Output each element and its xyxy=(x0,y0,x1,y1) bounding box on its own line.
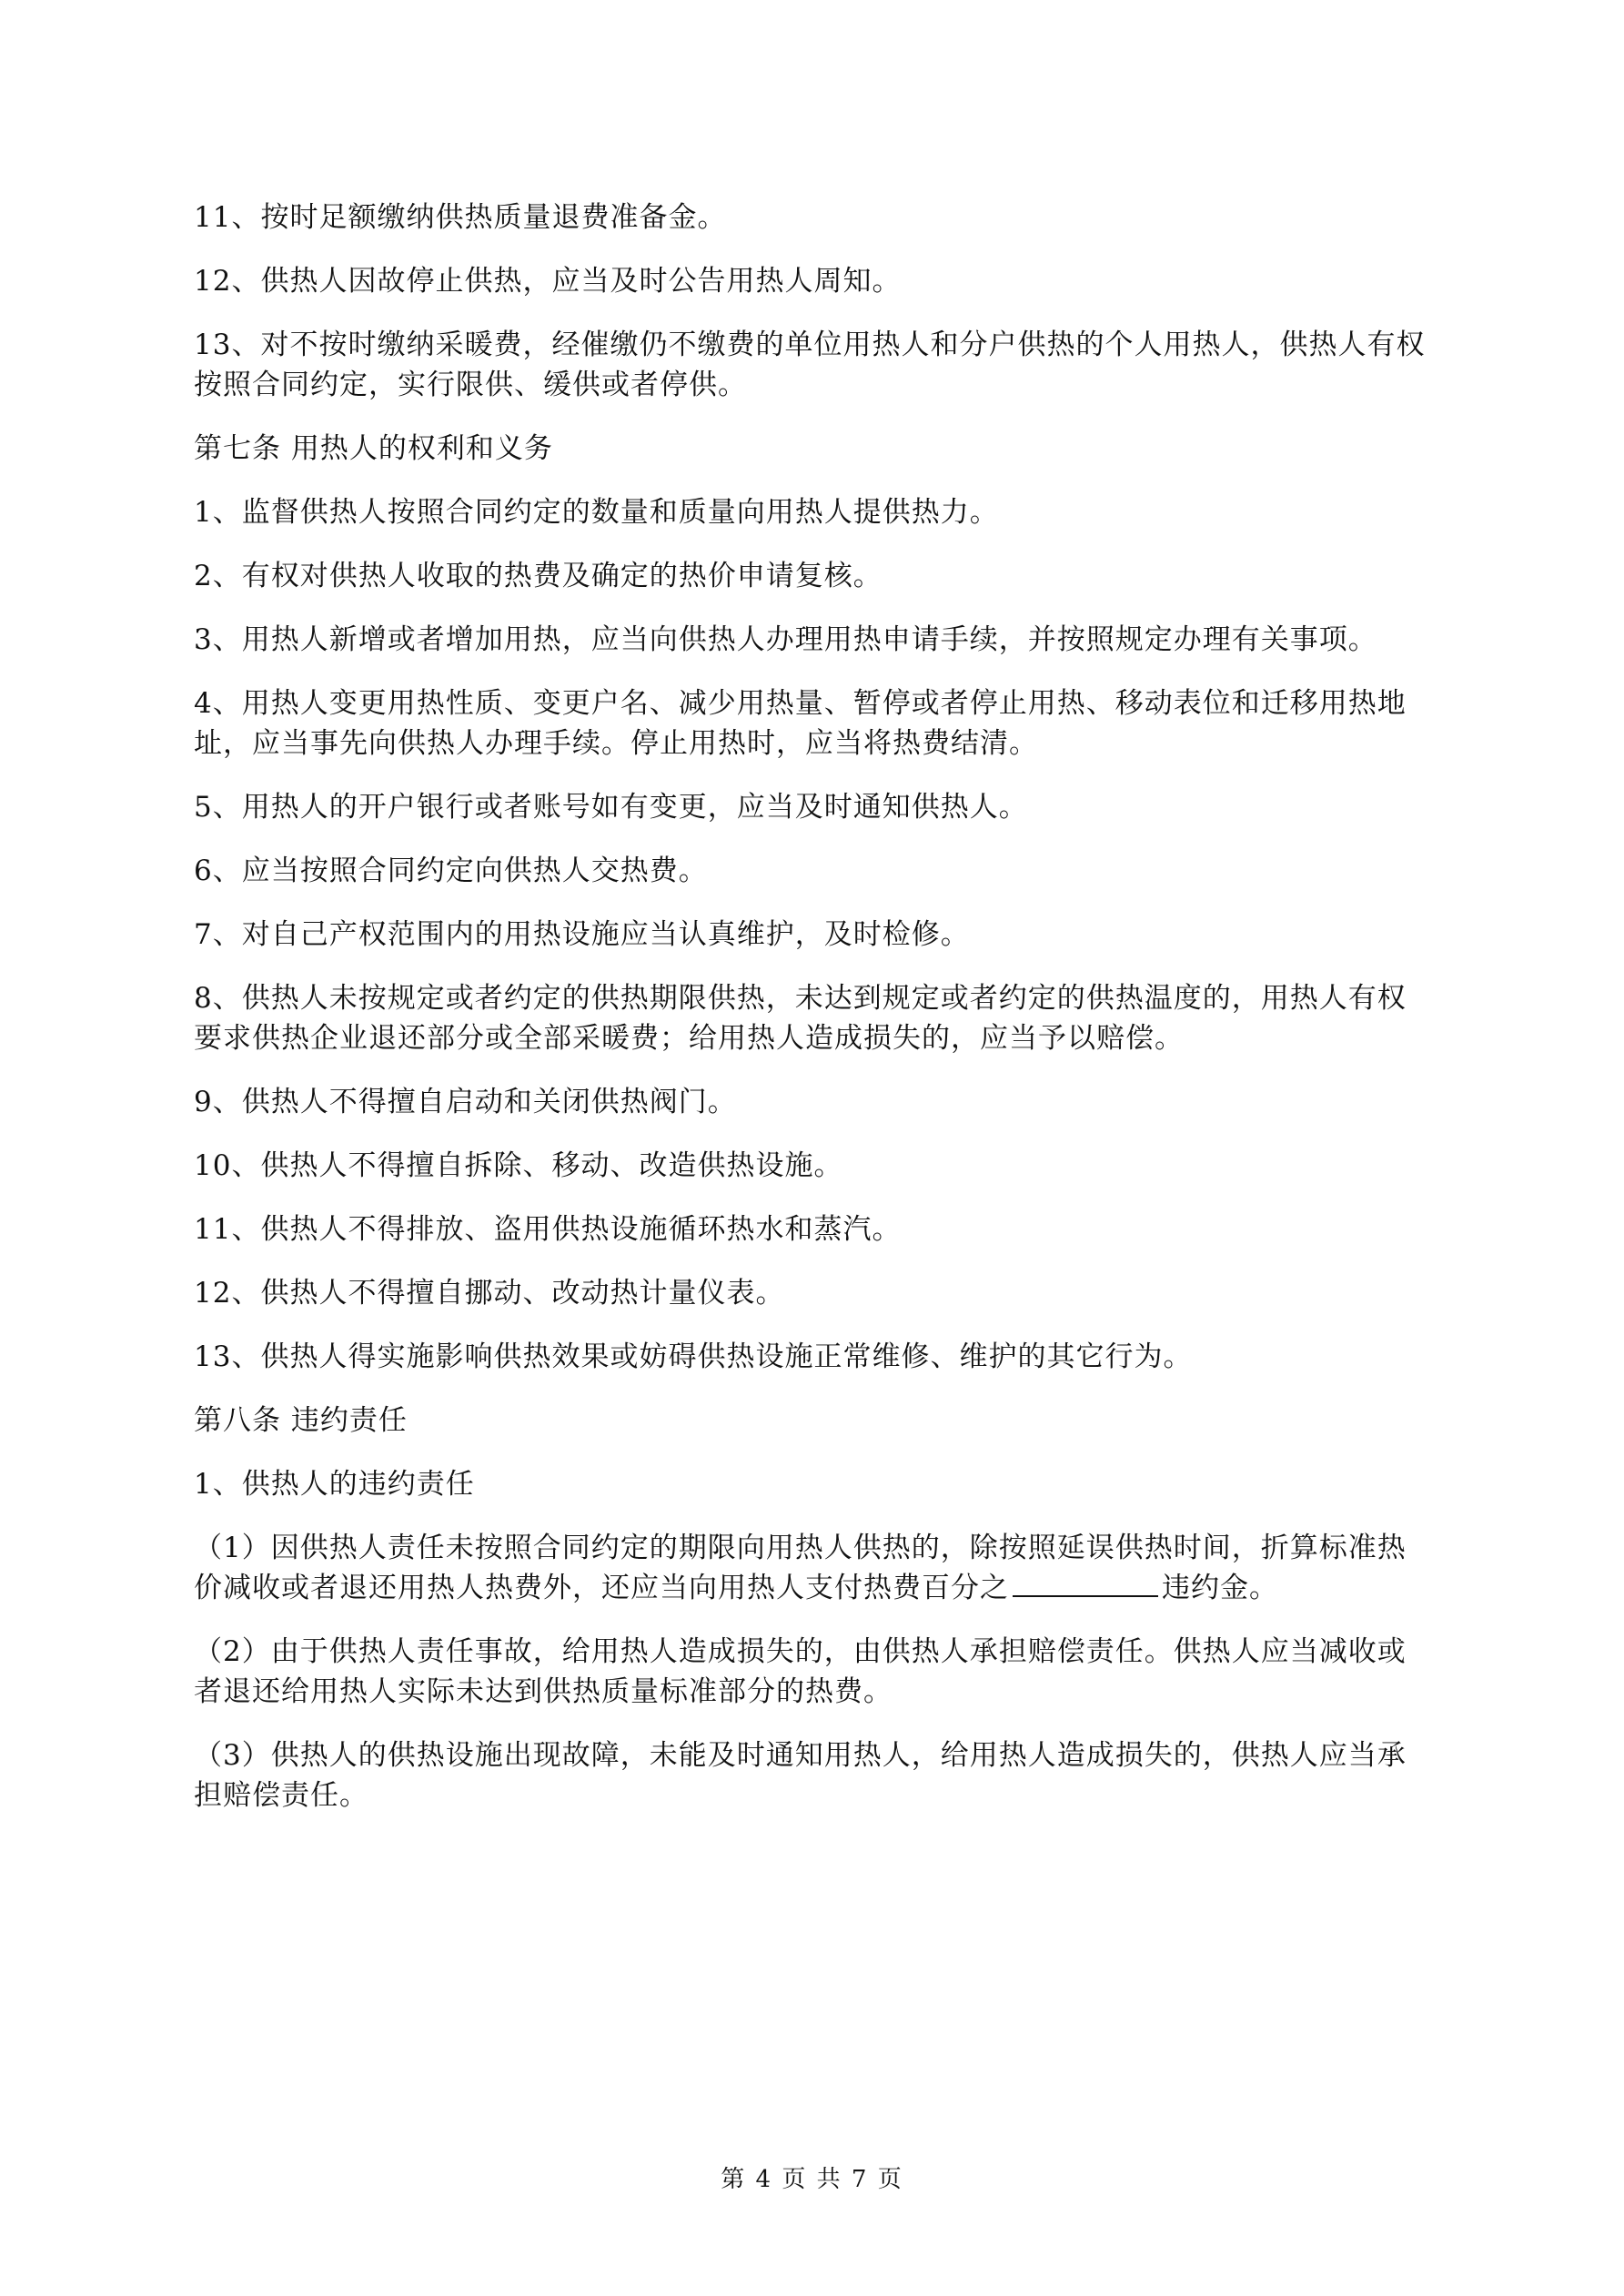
fill-in-blank[interactable] xyxy=(1013,1568,1158,1597)
clause-2: （2）由于供热人责任事故，给用热人造成损失的，由供热人承担赔偿责任。供热人应当减收或者退还给用热人实际未达到供热质量标准部分的热费。 xyxy=(194,1635,1407,1708)
clause-1-tail: 违约金。 xyxy=(1162,1572,1278,1604)
paragraph: 7、对自己产权范围内的用热设施应当认真维护，及时检修。 xyxy=(194,918,970,951)
clause-1-text: （1）因供热人责任未按照合同约定的期限向用热人供热的，除按照延误供热时间，折算标准热价减收或者退还用热人热费外，还应当向用热人支付热费百分之 xyxy=(194,1532,1407,1604)
paragraph: 9、供热人不得擅自启动和关闭供热阀门。 xyxy=(194,1086,737,1118)
clause-3: （3）供热人的供热设施出现故障，未能及时通知用热人，给用热人造成损失的，供热人应当承担赔偿责任。 xyxy=(194,1739,1407,1812)
page-number-footer: 第 4 页 共 7 页 xyxy=(721,2166,903,2193)
paragraph: 3、用热人新增或者增加用热，应当向供热人办理用热申请手续，并按照规定办理有关事项。 xyxy=(194,623,1377,656)
section-heading: 第八条 违约责任 xyxy=(194,1404,408,1437)
paragraph: 5、用热人的开户银行或者账号如有变更，应当及时通知供热人。 xyxy=(194,791,1028,824)
section-heading: 第七条 用热人的权利和义务 xyxy=(194,432,553,465)
paragraph: 4、用热人变更用热性质、变更户名、减少用热量、暂停或者停止用热、移动表位和迁移用热地址，应当事先向供热人办理手续。停止用热时，应当将热费结清。 xyxy=(194,687,1407,760)
paragraph: 1、监督供热人按照合同约定的数量和质量向用热人提供热力。 xyxy=(194,496,999,529)
paragraph: 12、供热人不得擅自挪动、改动热计量仪表。 xyxy=(194,1277,785,1310)
paragraph: 11、供热人不得排放、盗用供热设施循环热水和蒸汽。 xyxy=(194,1213,902,1246)
paragraph: 2、有权对供热人收取的热费及确定的热价申请复核。 xyxy=(194,560,883,592)
paragraph: 13、对不按时缴纳采暖费，经催缴仍不缴费的单位用热人和分户供热的个人用热人，供热人有权按照合同约定，实行限供、缓供或者停供。 xyxy=(194,329,1426,401)
paragraph: 8、供热人未按规定或者约定的供热期限供热，未达到规定或者约定的供热温度的，用热人有权要求供热企业退还部分或全部采暖费；给用热人造成损失的，应当予以赔偿。 xyxy=(194,982,1407,1055)
paragraph: 13、供热人得实施影响供热效果或妨碍供热设施正常维修、维护的其它行为。 xyxy=(194,1340,1193,1373)
clause-1 xyxy=(194,1528,1431,1608)
page-body xyxy=(194,197,1431,1839)
paragraph: 11、按时足额缴纳供热质量退费准备金。 xyxy=(194,201,727,234)
paragraph: 12、供热人因故停止供热，应当及时公告用热人周知。 xyxy=(194,265,902,298)
subsection-heading: 1、供热人的违约责任 xyxy=(194,1468,475,1501)
paragraph: 6、应当按照合同约定向供热人交热费。 xyxy=(194,855,708,887)
paragraph: 10、供热人不得擅自拆除、移动、改造供热设施。 xyxy=(194,1149,843,1182)
